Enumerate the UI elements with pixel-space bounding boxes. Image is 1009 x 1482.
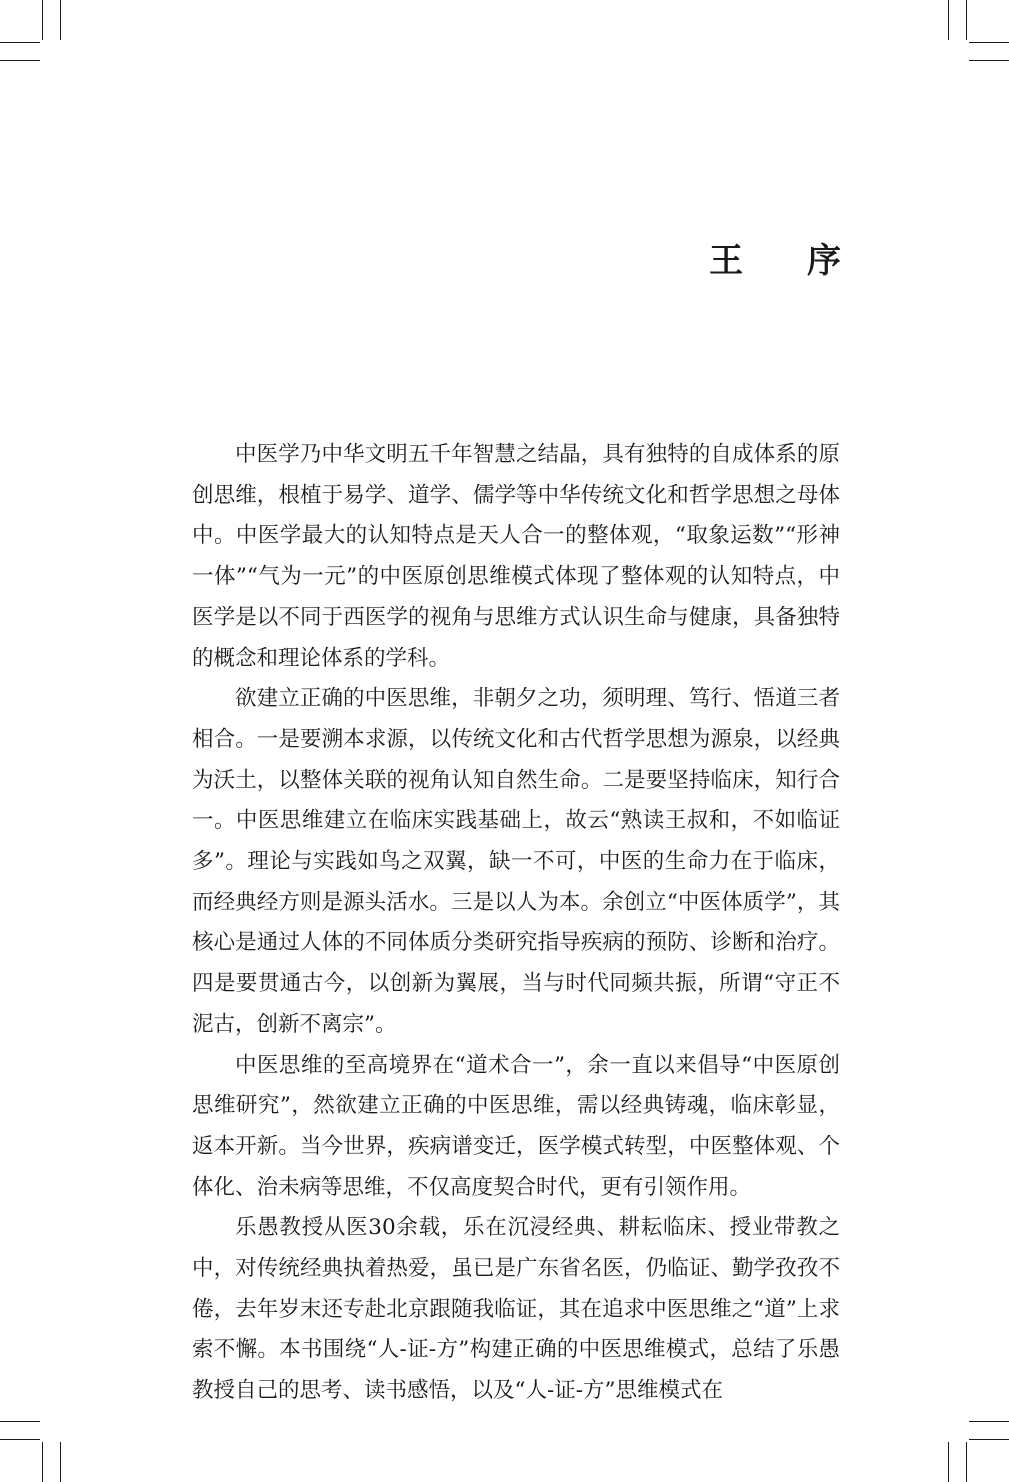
crop-mark <box>42 1442 43 1482</box>
paragraph: 中医思维的至高境界在“道术合一”，余一直以来倡导“中医原创思维研究”，然欲建立正确的中医思维，需以经典铸魂，临床彰显，返本开新。当今世界，疾病谱变迁，医学模式转型，中医整体观、个体化、治未病等思维，不仅高度契合时代，更有引领作用。 <box>192 1052 840 1200</box>
crop-mark <box>0 1421 40 1422</box>
crop-mark <box>60 0 61 40</box>
crop-mark <box>969 1421 1009 1422</box>
crop-mark <box>948 1442 949 1482</box>
crop-mark <box>966 1442 967 1482</box>
page-title: 王 序 <box>709 240 867 281</box>
crop-mark <box>948 0 949 40</box>
crop-mark <box>0 1439 40 1440</box>
crop-mark <box>966 0 967 40</box>
crop-mark <box>969 1439 1009 1440</box>
crop-mark <box>969 42 1009 43</box>
crop-mark <box>969 60 1009 61</box>
crop-mark <box>0 60 40 61</box>
crop-mark <box>60 1442 61 1482</box>
crop-mark <box>0 42 40 43</box>
crop-mark <box>42 0 43 40</box>
body-text <box>192 435 840 1412</box>
paragraph: 欲建立正确的中医思维，非朝夕之功，须明理、笃行、悟道三者相合。一是要溯本求源，以传统文化和古代哲学思想为源泉，以经典为沃土，以整体关联的视角认知自然生命。二是要坚持临床，知行合一。中医思维建立在临床实践基础上，故云“熟读王叔和，不如临证多”。理论与实践如鸟之双翼，缺一不可，中医的生命力在于临床，而经典经方则是源头活水。三是以人为本。余创立“中医体质学”，其核心是通过人体的不同体质分类研究指导疾病的预防、诊断和治疗。四是要贯通古今，以创新为翼展，当与时代同频共振，所谓“守正不泥古，创新不离宗”。 <box>192 686 840 1037</box>
paragraph: 中医学乃中华文明五千年智慧之结晶，具有独特的自成体系的原创思维，根植于易学、道学、儒学等中华传统文化和哲学思想之母体中。中医学最大的认知特点是天人合一的整体观，“取象运数”“形神一体”“气为一元”的中医原创思维模式体现了整体观的认知特点，中医学是以不同于西医学的视角与思维方式认识生命与健康，具备独特的概念和理论体系的学科。 <box>192 442 840 671</box>
paragraph: 乐愚教授从医30余载，乐在沉浸经典、耕耘临床、授业带教之中，对传统经典执着热爱，虽已是广东省名医，仍临证、勤学孜孜不倦，去年岁末还专赴北京跟随我临证，其在追求中医思维之“道”上求索不懈。本书围绕“人-证-方”构建正确的中医思维模式，总结了乐愚教授自己的思考、读书感悟，以及“人-证-方”思维模式在 <box>192 1215 840 1404</box>
